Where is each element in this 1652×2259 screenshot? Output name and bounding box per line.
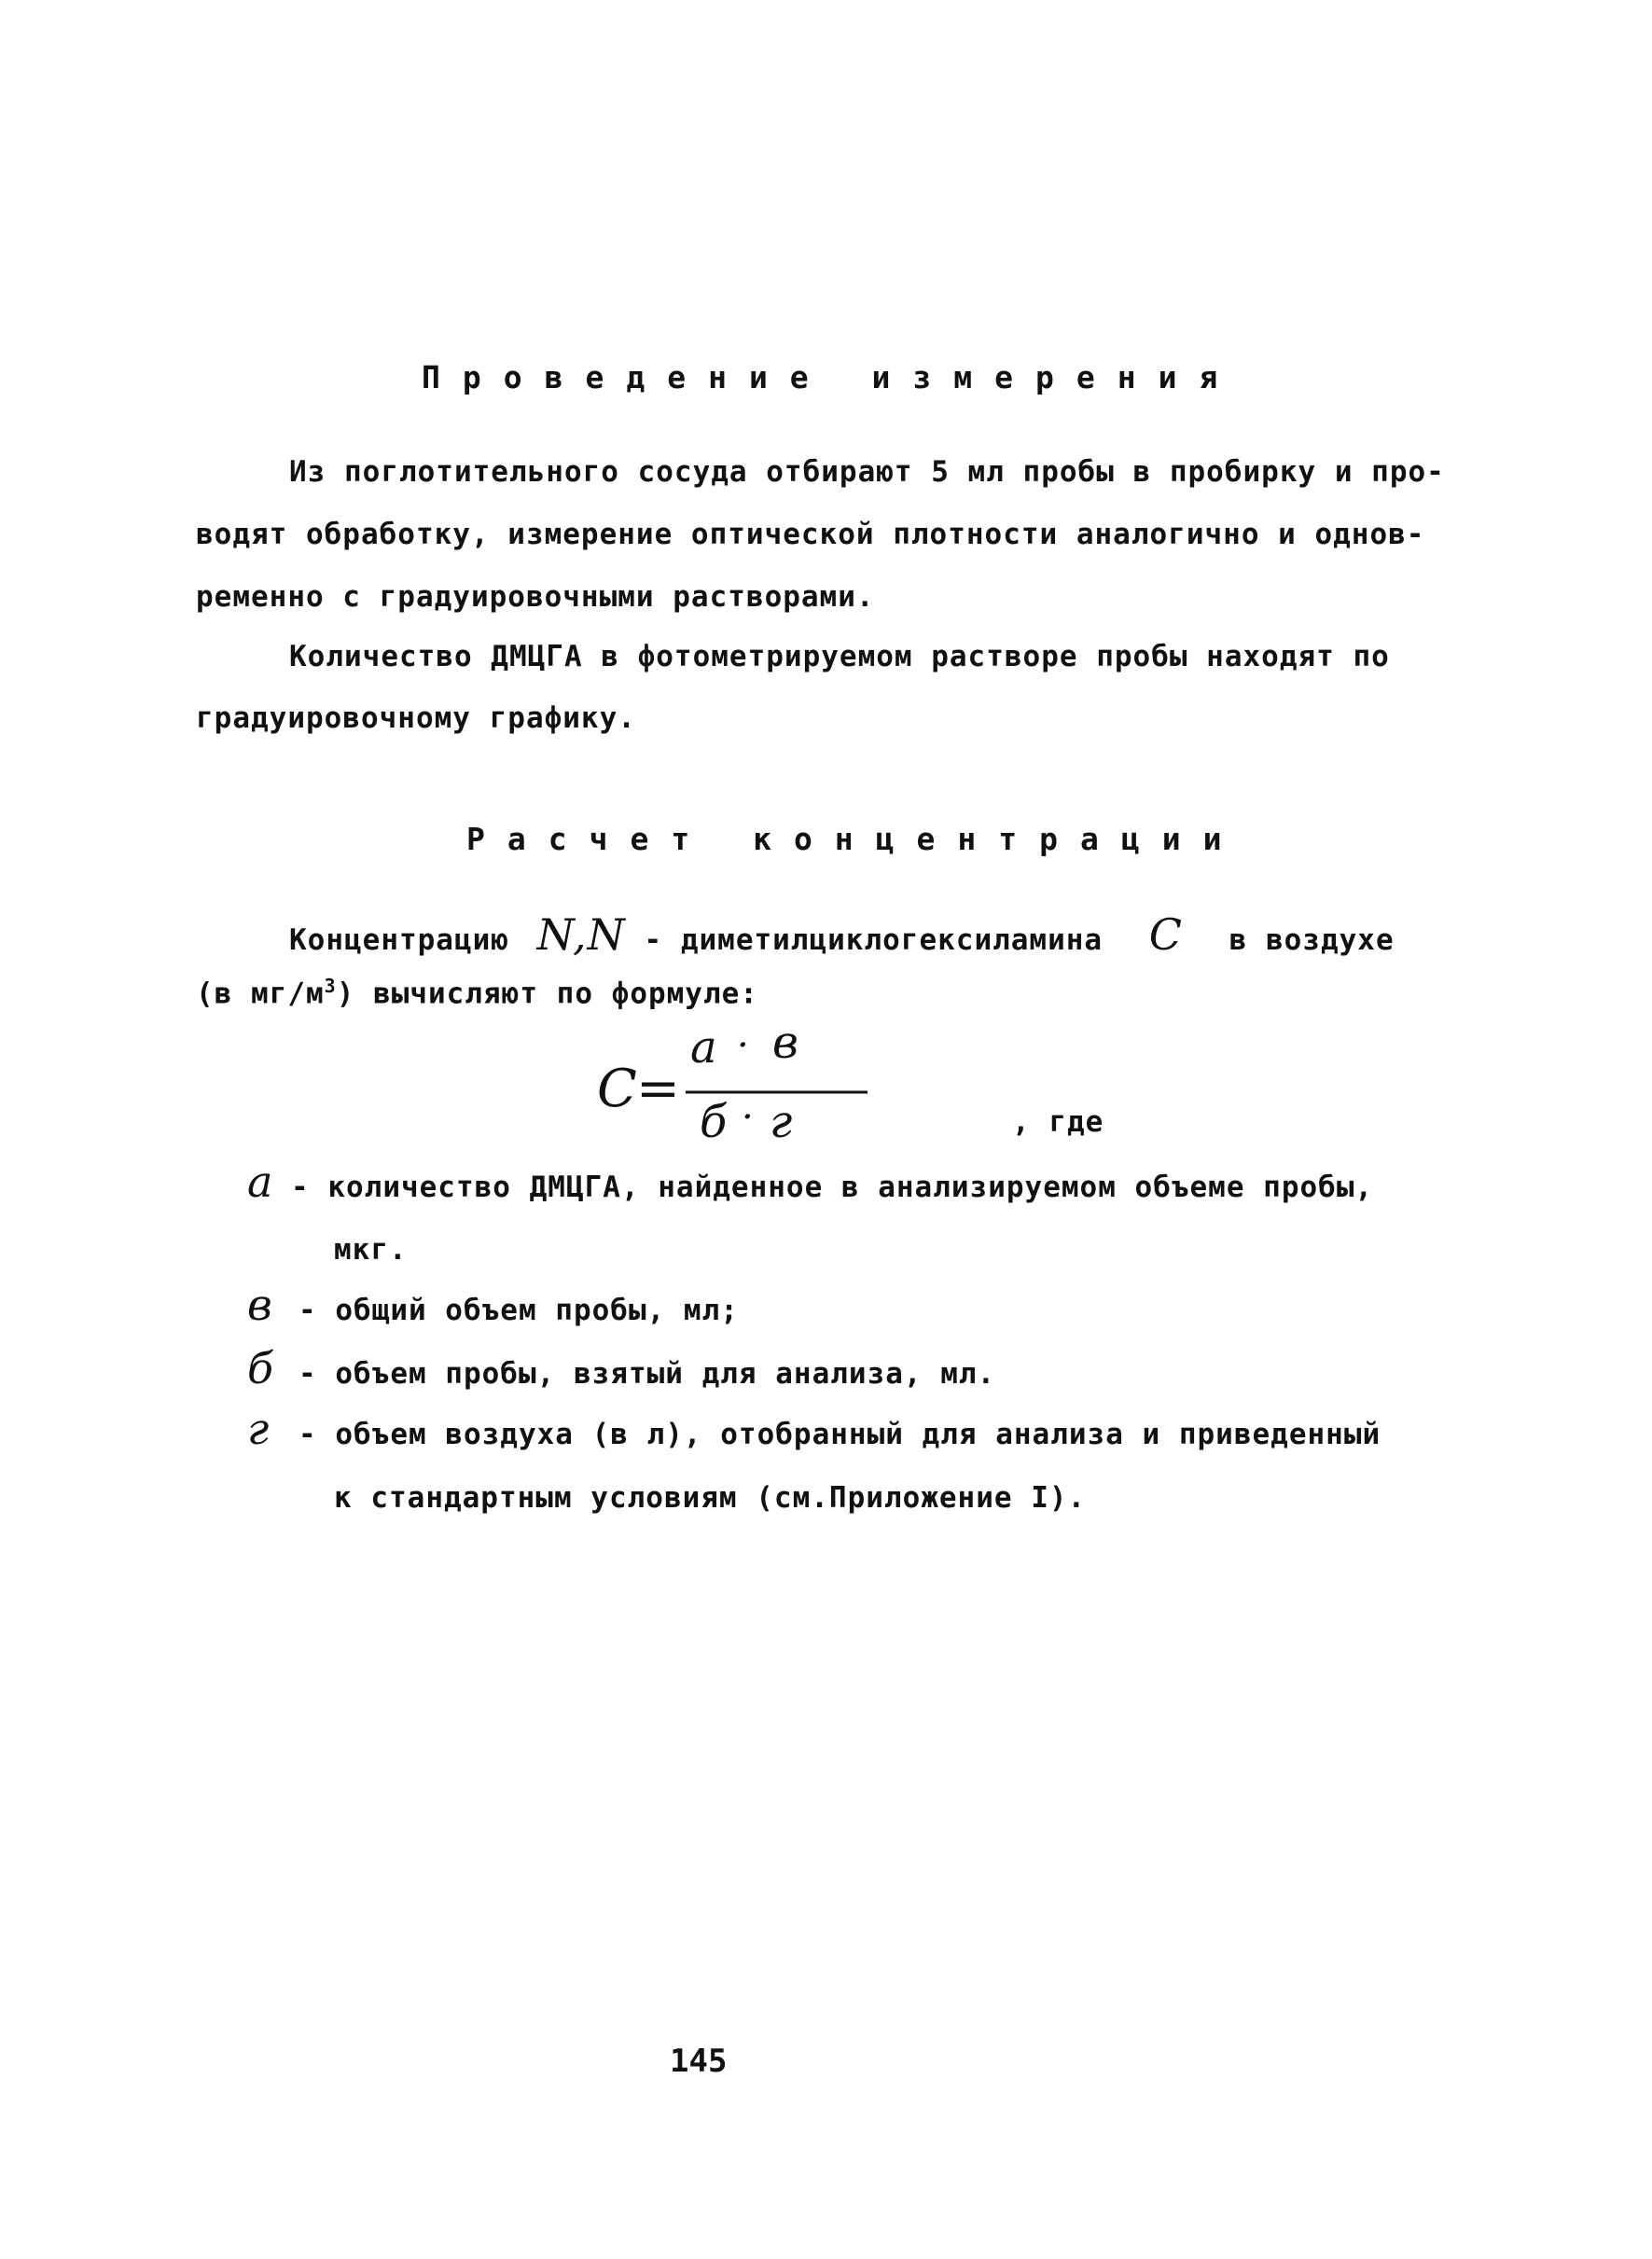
def-symbol-a: a	[247, 1157, 273, 1207]
section-heading-calculation: Расчет концентрации	[466, 821, 1244, 857]
definition-line: - общий объем пробы, мл;	[298, 1294, 739, 1327]
intro-text: в воздухе	[1229, 923, 1395, 957]
definition-line-cont: к стандартным условиям (см.Приложение I).	[334, 1481, 1087, 1515]
paragraph-line: ременно с градуировочными растворами.	[196, 580, 875, 614]
formula	[597, 1017, 858, 1175]
definition-line: - объем воздуха (в л), отобранный для анализа и приведенный	[298, 1418, 1381, 1451]
paragraph-line: градуировочному графику.	[196, 701, 636, 735]
def-symbol-b: в	[247, 1280, 272, 1330]
handwritten-c: C	[1148, 909, 1183, 960]
definition-line: - объем пробы, взятый для анализа, мл.	[298, 1357, 996, 1391]
superscript: 3	[324, 975, 337, 997]
formula-num-a: a	[690, 1021, 717, 1074]
formula-den-dot: ·	[742, 1096, 754, 1139]
formula-num-b: в	[772, 1017, 798, 1069]
paragraph-line: Количество ДМЦГА в фотометрируемом растворе пробы находят по	[289, 640, 1390, 673]
fraction-bar	[686, 1089, 872, 1095]
intro-text: (в мг/м	[196, 977, 325, 1011]
definition-line-cont: мкг.	[334, 1233, 408, 1267]
intro-line-2	[196, 975, 758, 1010]
paragraph-line: Из поглотительного сосуда отбирают 5 мл пробы в пробирку и про-	[289, 455, 1445, 489]
formula-where: , где	[1012, 1105, 1104, 1139]
definition-line: - количество ДМЦГА, найденное в анализируемом объеме пробы,	[291, 1171, 1374, 1204]
paragraph-line: водят обработку, измерение оптической плотности аналогично и однов-	[196, 518, 1425, 551]
def-symbol-g: г	[247, 1404, 270, 1454]
formula-equals: =	[636, 1059, 680, 1119]
intro-text: ) вычисляют по формуле:	[336, 977, 758, 1011]
section-heading-measurement: Проведение измерения	[422, 359, 1241, 395]
formula-den-b: г	[770, 1096, 793, 1148]
intro-text: Концентрацию	[289, 923, 509, 957]
intro-line-1	[289, 909, 1395, 960]
page-number: 145	[670, 2043, 728, 2080]
formula-num-dot: ·	[737, 1024, 749, 1067]
formula-lhs: C	[597, 1059, 637, 1119]
def-symbol-v: б	[247, 1343, 274, 1393]
formula-den-a: б	[700, 1096, 728, 1148]
intro-text: - диметилциклогексиламина	[644, 923, 1104, 957]
handwritten-nn: N,N	[536, 909, 626, 960]
